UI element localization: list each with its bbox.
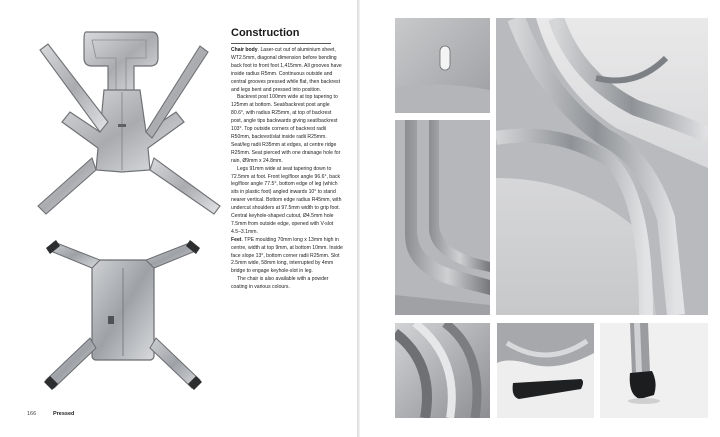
left-page — [0, 0, 357, 437]
paragraph-lead: Chair body — [231, 47, 258, 53]
paragraph-legs — [231, 166, 343, 237]
paragraph-text: . Laser-cut out of aluminium sheet, WT2.5mm, diagonal dimension before bending back foot to front foot 1,415mm. All grooves have inside radius R5mm. Continuous outside and central grooves pressed while flat, then backrest and legs bent and pressed into position. — [231, 47, 342, 93]
right-page — [360, 0, 720, 437]
paragraph-text: The chair is also available with a powder coating in various colours. — [231, 276, 329, 291]
paragraph-feet — [231, 237, 343, 277]
chair-curves-detail-photo — [496, 18, 708, 315]
construction-text — [231, 27, 343, 292]
paragraph-text: . TPE moulding 70mm long x 13mm high in centre, width at top 9mm, at bottom 10mm. Inside face slope 13°, bottom corner radii R25mm. Slot 2.5mm wide, 58mm long, interrupted by 4mm bridge to engage keyhole-slot in leg. — [231, 236, 343, 275]
paragraph-lead: Feet — [231, 236, 242, 243]
running-section-name: Pressed — [53, 411, 75, 417]
leg-corner-detail-photo — [395, 120, 490, 315]
page-number: 166 — [27, 411, 37, 417]
paragraph-colours — [231, 276, 343, 292]
title-rule — [231, 43, 331, 44]
paragraph-chair-body — [231, 47, 343, 94]
section-title: Construction — [231, 27, 300, 39]
paragraph-backrest — [231, 94, 343, 165]
groove-detail-photo — [395, 323, 490, 418]
slot-detail-photo — [395, 18, 490, 113]
chair-body-flat-photo — [26, 20, 222, 230]
chair-body-bent-photo — [40, 238, 206, 393]
leg-foot-photo — [600, 323, 708, 418]
paragraph-text: Legs 91mm wide at seat tapering down to 72.5mm at foot. Front leg/floor angle 96.6°, back leg/floor angle 77.5°, bottom edge of leg (which sits in plastic foot) angled inwards 10° to stand nearer vertical. Bottom edge radius R45mm, with undercut shoulders at 97.5mm width to grip foot. Central keyhole-shaped cutout, Ø4.5mm hole 7.5mm from outside edge, opened with V-slot 4.5–3.1mm. — [231, 165, 342, 235]
foot-profile-photo — [497, 323, 594, 418]
paragraph-text: Backrest post 100mm wide at top tapering to 125mm at bottom. Seat/backrest post angle 80.6°, with radius R25mm, at top of backrest post, angle tips backwards giving seat/backrest 103°. Top outside corners of backrest radii R50mm, backrest/slat inside radii R25mm. Seat/leg radii R35mm at edges, at centre ridge R25mm. Seat pierced with one drainage hole for rain, Ø9mm x 24.8mm. — [231, 94, 341, 164]
